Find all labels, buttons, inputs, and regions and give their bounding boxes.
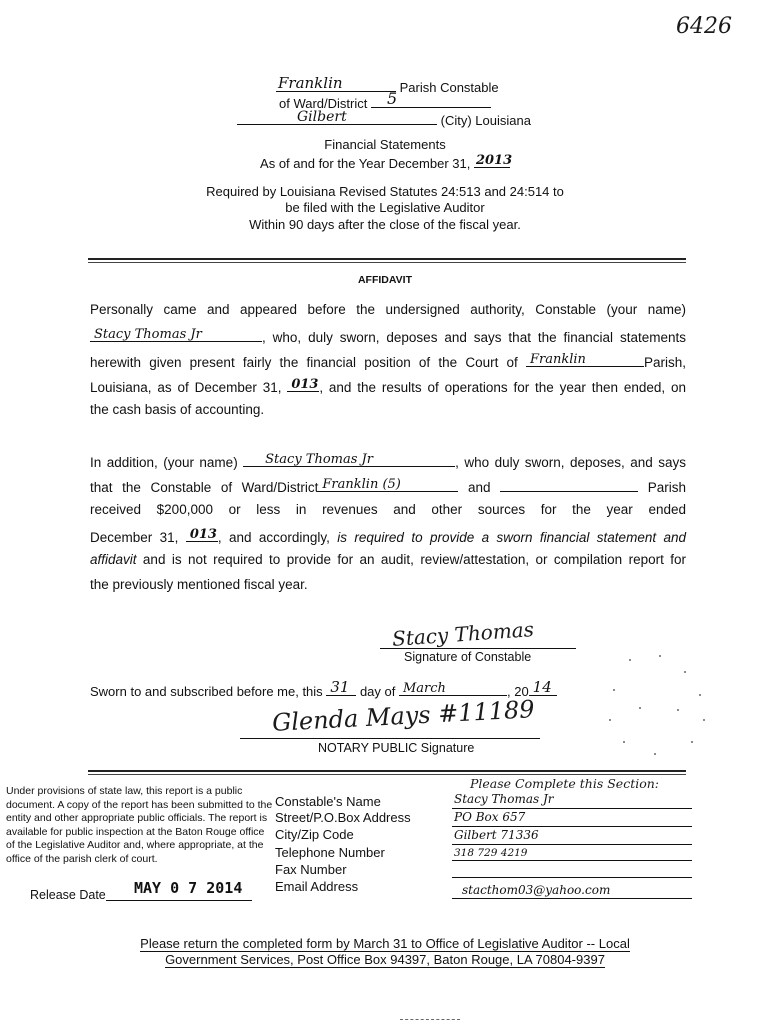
p2-line5-italic: affidavit	[90, 552, 137, 567]
p2-line4	[90, 527, 686, 545]
title-line1: Financial Statements	[324, 137, 446, 152]
p2-line1-b: , who duly sworn, deposes, and says	[455, 455, 686, 470]
field-value-city-zip: Gilbert 71336	[454, 828, 539, 842]
constable-signature: Stacy Thomas	[391, 617, 535, 651]
p2-line2	[90, 477, 686, 495]
sworn-day-blank	[326, 678, 356, 696]
sworn-line	[90, 678, 557, 699]
constable-signature-line	[380, 648, 576, 649]
return-line1	[0, 936, 770, 952]
sworn-day-value: 31	[330, 678, 350, 696]
field-value-constable-name: Stacy Thomas Jr	[454, 792, 554, 806]
sworn-text-a: Sworn to and subscribed before me, this	[90, 684, 323, 699]
p2-line1-a: In addition, (your name)	[90, 455, 238, 470]
p2-ward-blank	[318, 477, 458, 492]
notary-signature-line	[240, 738, 540, 739]
field-value-address: PO Box 657	[454, 810, 526, 824]
ward-value: 5	[386, 89, 398, 108]
corner-note: 6426	[676, 14, 732, 39]
p1-line3-b: Parish,	[643, 355, 686, 370]
constable-signature-label: Signature of Constable	[404, 650, 532, 664]
p1-year-blank	[287, 377, 319, 392]
p2-line5-rest: and is not required to provide for an audit, review/attestation, or compilation report for	[142, 552, 686, 567]
p1-line4	[90, 377, 686, 395]
p1-court-blank	[526, 352, 644, 367]
p1-line3	[90, 352, 686, 370]
field-label-constable-name: Constable's Name	[275, 794, 381, 809]
notary-signature: Glenda Mays #11189	[271, 695, 536, 737]
header-city-line	[237, 110, 531, 128]
p1-line3-a: herewith given present fairly the financial position of the Court of	[90, 355, 518, 370]
release-date-label: Release Date	[30, 888, 106, 902]
p2-name-value: Stacy Thomas Jr	[265, 452, 373, 467]
field-label-address: Street/P.O.Box Address	[275, 810, 411, 825]
year-blank	[474, 153, 513, 168]
field-line-constable-name	[452, 808, 692, 809]
top-rule	[88, 258, 686, 260]
p2-line4-a: December 31,	[90, 530, 179, 545]
p2-line4-b: , and accordingly,	[217, 530, 330, 545]
p2-line1	[90, 452, 686, 470]
field-label-city-zip: City/Zip Code	[275, 827, 354, 842]
year-value: 2013	[475, 153, 513, 168]
p2-line2-b: and	[468, 480, 491, 495]
field-label-fax: Fax Number	[275, 862, 347, 877]
p1-year-value: 013	[291, 377, 319, 392]
return-line2	[0, 952, 770, 968]
field-label-telephone: Telephone Number	[275, 845, 385, 860]
affidavit-heading: AFFIDAVIT	[357, 274, 413, 286]
requirement-line2: be filed with the Legislative Auditor	[285, 200, 485, 215]
return-line1-text: Please return the completed form by March 31 to Office of Legislative Auditor -- Local	[140, 936, 630, 951]
ward-blank	[371, 89, 491, 108]
stamp-speckle	[600, 650, 710, 760]
sworn-text-b: day of	[359, 684, 396, 699]
p1-name-value: Stacy Thomas Jr	[94, 327, 202, 342]
p2-year-blank	[186, 527, 218, 542]
parish-value: Franklin	[278, 74, 343, 92]
p2-name-blank	[243, 452, 455, 467]
parish-constable-label: Parish Constable	[399, 80, 499, 95]
top-rule-thin	[88, 262, 686, 263]
p2-ward-value: Franklin (5)	[322, 477, 401, 492]
field-line-fax	[452, 877, 692, 878]
stamp-speckle-icon	[600, 650, 710, 760]
field-line-email	[452, 898, 692, 899]
p2-line5	[90, 552, 686, 567]
bottom-rule-thin	[88, 774, 686, 775]
bottom-rule	[88, 770, 686, 772]
requirement-line3: Within 90 days after the close of the fiscal year.	[249, 217, 521, 232]
title-line2-prefix: As of and for the Year December 31,	[260, 156, 471, 171]
p1-line4-a: Louisiana, as of December 31,	[90, 380, 282, 395]
ward-label: of Ward/District	[279, 96, 368, 111]
p2-line2-c: Parish	[647, 480, 686, 495]
p2-parish-blank	[500, 477, 638, 492]
public-notice: Under provisions of state law, this report is a public document. A copy of the report has been submitted to the entity and other appropriate public officials. The report is available for public inspection at the Baton Rouge office of the Legislative Auditor and, where appropriate, at the office of the parish clerk of court.	[6, 785, 273, 865]
sworn-month-value: March	[402, 681, 446, 696]
p2-line6: the previously mentioned fiscal year.	[90, 577, 308, 592]
sworn-year-value: 14	[532, 678, 552, 696]
please-complete-label: Please Complete this Section:	[470, 776, 660, 791]
page-bottom-mark	[400, 1019, 460, 1020]
field-line-telephone	[452, 860, 692, 861]
field-label-email: Email Address	[275, 879, 359, 894]
p2-line4-italic: is required to provide a sworn financial statement and	[337, 530, 686, 545]
p1-line2	[90, 327, 686, 345]
field-value-telephone: 318 729 4219	[454, 847, 528, 859]
p2-line3: received $200,000 or less in revenues and other sources for the year ended	[90, 502, 686, 517]
p1-name-blank	[90, 327, 262, 342]
p1-line1: Personally came and appeared before the undersigned authority, Constable (your name)	[90, 302, 686, 317]
parish-blank	[276, 74, 396, 92]
p1-line5: the cash basis of accounting.	[90, 402, 265, 417]
field-value-email: stacthom03@yahoo.com	[462, 883, 611, 897]
p1-court-value: Franklin	[529, 352, 586, 367]
p1-line4-b: , and the results of operations for the year then ended, on	[319, 380, 686, 395]
release-date-value: MAY 0 7 2014	[134, 879, 243, 897]
release-date-line	[106, 900, 252, 901]
requirement-line1: Required by Louisiana Revised Statutes 24:513 and 24:514 to	[206, 184, 564, 199]
p2-line2-a: that the Constable of Ward/District	[90, 480, 319, 495]
sworn-text-c: , 20	[506, 684, 529, 699]
field-line-address	[452, 826, 692, 827]
city-blank	[237, 110, 437, 125]
p2-year-value: 013	[189, 527, 217, 542]
return-line2-text: Government Services, Post Office Box 94397, Baton Rouge, LA 70804-9397	[165, 952, 605, 967]
sworn-year-blank	[529, 678, 557, 696]
sworn-month-blank	[399, 681, 507, 696]
city-value: Gilbert	[297, 109, 347, 125]
title-line2	[0, 153, 770, 171]
p1-line2-rest: , who, duly sworn, deposes and says that the financial statements	[262, 330, 686, 345]
notary-signature-label: NOTARY PUBLIC Signature	[318, 741, 475, 755]
field-line-city-zip	[452, 844, 692, 845]
city-label: (City) Louisiana	[440, 113, 531, 128]
